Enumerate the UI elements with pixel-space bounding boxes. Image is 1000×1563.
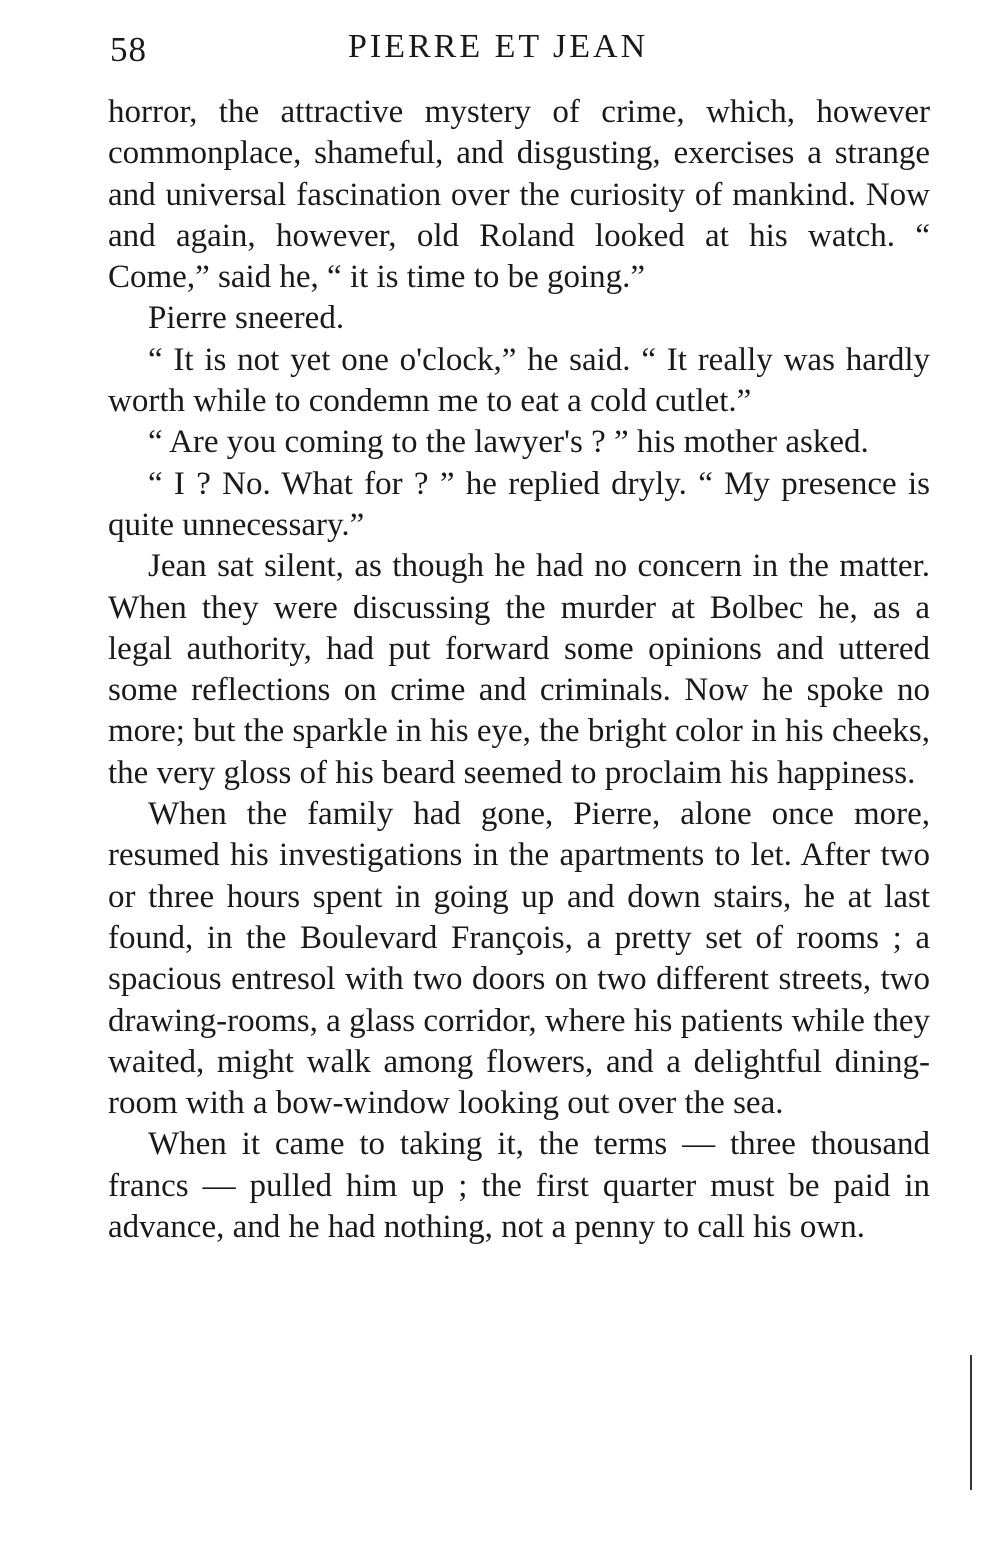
paragraph: When it came to taking it, the terms — three thousand francs — pulled him up ; the first quarter must be paid in advance, and he had nothing, not a penny to call his own. [108, 1126, 930, 1246]
paragraph: Jean sat silent, as though he had no concern in the matter. When they were discussing the murder at Bolbec he, as a legal authority, had put forward some opinions and uttered some reflections on crime and criminals. Now he spoke no more; but the sparkle in his eye, the bright color in his cheeks, the very gloss of his beard seemed to proclaim his happiness. [108, 548, 930, 791]
body-text [108, 92, 930, 1248]
page-number: 58 [110, 30, 147, 69]
running-title: PIERRE ET JEAN [348, 28, 649, 65]
paragraph: “ Are you coming to the lawyer's ? ” his mother asked. [148, 424, 869, 461]
scan-edge-mark [970, 1355, 972, 1490]
paragraph: When the family had gone, Pierre, alone once more, resumed his investigations in the apartments to let. After two or three hours spent in going up and down stairs, he at last found, in the Boulevard François, a pretty set of rooms ; a spacious entresol with two doors on two different streets, two drawing-rooms, a glass corridor, where his patients while they waited, might walk among flowers, and a delightful dining-room with a bow-window looking out over the sea. [108, 796, 930, 1122]
paragraph: horror, the attractive mystery of crime, which, however commonplace, shameful, and disgusting, exercises a strange and universal fascination over the curiosity of mankind. Now and again, however, old Roland looked at his watch. “ Come,” said he, “ it is time to be going.” [108, 94, 930, 296]
paragraph: “ It is not yet one o'clock,” he said. “ It really was hardly worth while to condemn me to eat a cold cutlet.” [108, 341, 930, 420]
paragraph: “ I ? No. What for ? ” he replied dryly. “ My presence is quite unnecessary.” [108, 465, 930, 543]
paragraph: Pierre sneered. [148, 300, 345, 337]
